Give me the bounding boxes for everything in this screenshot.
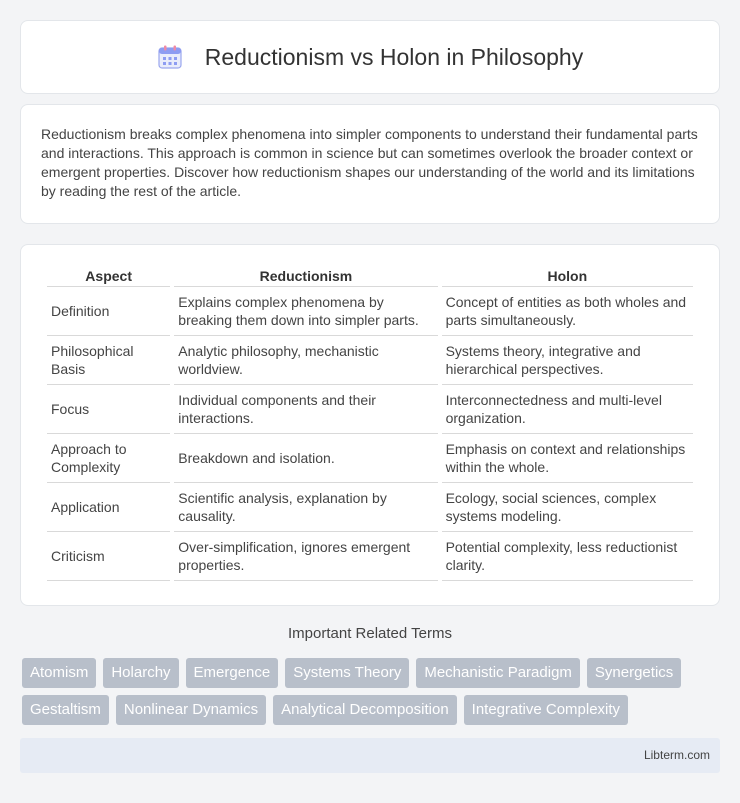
table-cell: Explains complex phenomena by breaking them down into simpler parts. xyxy=(174,287,437,336)
column-header: Reductionism xyxy=(174,265,437,287)
column-header: Aspect xyxy=(47,265,170,287)
table-cell: Criticism xyxy=(47,532,170,581)
table-cell: Systems theory, integrative and hierarchical perspectives. xyxy=(442,336,693,385)
table-cell: Philosophical Basis xyxy=(47,336,170,385)
related-terms-title: Important Related Terms xyxy=(288,625,452,642)
table-cell: Individual components and their interactions. xyxy=(174,385,437,434)
footer-brand-link[interactable]: Libterm.com xyxy=(643,748,710,762)
related-term-tag[interactable]: Synergetics xyxy=(587,658,681,688)
table-cell: Breakdown and isolation. xyxy=(174,434,437,483)
table-cell: Application xyxy=(47,483,170,532)
table-cell: Emphasis on context and relationships within the whole. xyxy=(442,434,693,483)
related-term-tag[interactable]: Mechanistic Paradigm xyxy=(416,658,580,688)
related-term-tag[interactable]: Atomism xyxy=(22,658,96,688)
footer xyxy=(20,738,720,773)
table-cell: Ecology, social sciences, complex systems modeling. xyxy=(442,483,693,532)
comparison-table-card xyxy=(20,244,720,606)
page-title: Reductionism vs Holon in Philosophy xyxy=(204,43,584,70)
related-term-tag[interactable]: Nonlinear Dynamics xyxy=(116,695,266,725)
calendar-icon xyxy=(157,44,183,70)
table-cell: Interconnectedness and multi-level organization. xyxy=(442,385,693,434)
table-cell: Scientific analysis, explanation by causality. xyxy=(174,483,437,532)
table-cell: Over-simplification, ignores emergent properties. xyxy=(174,532,437,581)
related-term-tag[interactable]: Emergence xyxy=(186,658,279,688)
table-row xyxy=(47,483,693,532)
comparison-table xyxy=(43,265,697,581)
intro-card xyxy=(20,104,720,224)
related-term-tag[interactable]: Systems Theory xyxy=(285,658,409,688)
table-row xyxy=(47,434,693,483)
column-header: Holon xyxy=(442,265,693,287)
table-cell: Concept of entities as both wholes and parts simultaneously. xyxy=(442,287,693,336)
table-header-row xyxy=(47,265,693,287)
related-term-tag[interactable]: Integrative Complexity xyxy=(464,695,628,725)
table-cell: Focus xyxy=(47,385,170,434)
header-card xyxy=(20,20,720,94)
table-row xyxy=(47,532,693,581)
related-term-tag[interactable]: Analytical Decomposition xyxy=(273,695,457,725)
related-term-tag[interactable]: Gestaltism xyxy=(22,695,109,725)
related-terms-list xyxy=(22,658,722,725)
intro-text: Reductionism breaks complex phenomena into simpler components to understand their fundamental parts and interactions. This approach is common in science but can sometimes overlook the broader context or emergent properties. Discover how reductionism shapes our understanding of the world and its limitations by reading the rest of the article. xyxy=(41,126,698,199)
table-cell: Approach to Complexity xyxy=(47,434,170,483)
table-row xyxy=(47,287,693,336)
table-cell: Potential complexity, less reductionist clarity. xyxy=(442,532,693,581)
related-term-tag[interactable]: Holarchy xyxy=(103,658,178,688)
table-row xyxy=(47,336,693,385)
table-cell: Analytic philosophy, mechanistic worldview. xyxy=(174,336,437,385)
table-row xyxy=(47,385,693,434)
table-cell: Definition xyxy=(47,287,170,336)
